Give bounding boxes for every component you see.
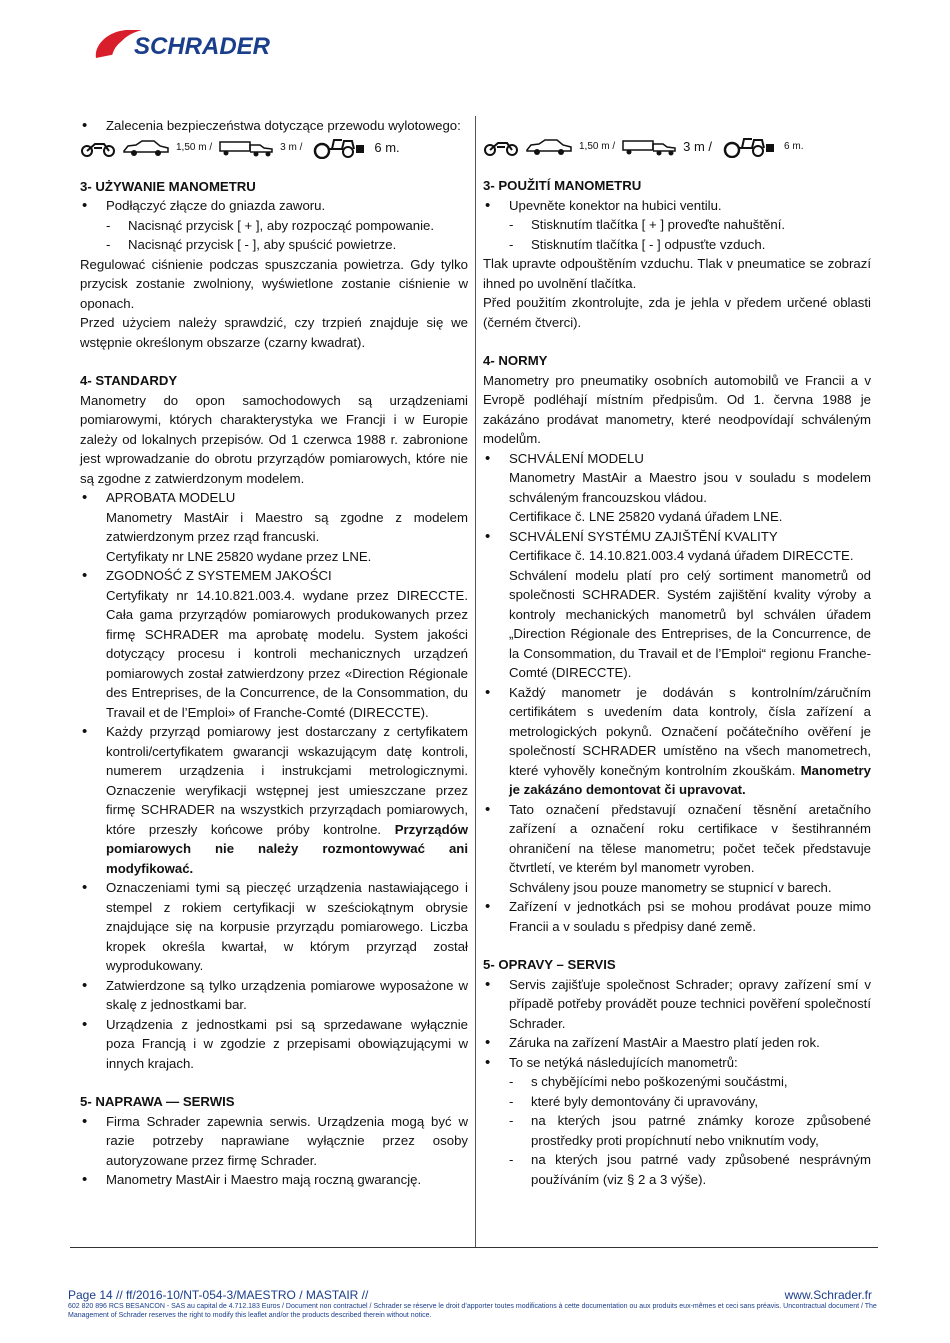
polish-column	[80, 116, 468, 1190]
vehicle-distance-row	[483, 136, 871, 158]
motorcycle-icon	[80, 139, 116, 157]
dash-item: - s chybějícími nebo poškozenými součástmi,	[483, 1072, 871, 1092]
section-4-title: 4- NORMY	[483, 353, 548, 368]
bold-warning: Przyrządów pomiarowych nie należy rozmontowywać ani modyfikować.	[106, 821, 468, 876]
list-item: • ZGODNOŚĆ Z SYSTEMEM JAKOŚCI	[80, 566, 468, 586]
paragraph: Schváleny jsou pouze manometry se stupnicí v barech.	[509, 879, 832, 895]
truck-trailer-icon	[621, 138, 677, 156]
bold-warning: Manometry je zakázáno demontovat či upravovat.	[509, 762, 871, 797]
paragraph: Certifikace č. LNE 25820 vydaná úřadem LNE.	[509, 509, 783, 524]
svg-text:SCHRADER: SCHRADER	[134, 33, 271, 60]
dash-item: - které byly demontovány či upravovány,	[483, 1092, 871, 1112]
czech-column	[483, 116, 871, 1189]
list-item: • APROBATA MODELU	[80, 488, 468, 508]
schrader-logo	[92, 24, 272, 64]
column-divider	[475, 116, 476, 1248]
tractor-icon	[308, 137, 368, 159]
paragraph: Manometry MastAir a Maestro jsou v souladu s modelem schváleným francouzskou vládou.	[509, 470, 871, 505]
distance-1: 1,50 m /	[579, 141, 616, 153]
section-5-title: 5- NAPRAWA — SERWIS	[80, 1094, 235, 1109]
safety-intro: • Zalecenia bezpieczeństwa dotyczące przewodu wylotowego:	[80, 116, 468, 136]
paragraph: Schválení modelu platí pro celý sortiment manometrů od společnosti SCHRADER. Systém zajištění kvality výroby a kontroly mechanických manometrů byl schválen úřadem „Direction Régionale des Entreprises, de la Concurrence, de la Consommation, du Travail et de l’Emploi“ regionu Franche-Comté (DIRECCTE).	[509, 567, 871, 680]
list-item	[483, 683, 871, 800]
paragraph: Tlak upravte odpouštěním vzduchu. Tlak v pneumatice se zobrazí ihned po uvolnění tlačítka.	[483, 256, 871, 291]
truck-trailer-icon	[218, 139, 274, 157]
bottom-rule	[70, 1247, 878, 1248]
dash-item: - na kterých jsou patrné vady způsobené nesprávným používáním (viz § 2 a 3 výše).	[483, 1150, 871, 1189]
paragraph: Przed użyciem należy sprawdzić, czy trzpień znajduje się we wstępnie określonym obszarze (czarny kwadrat).	[80, 315, 468, 350]
paragraph: Manometry MastAir i Maestro są zgodne z modelem zatwierdzonym przez rząd francuski.	[106, 509, 468, 544]
vehicle-distance-row	[80, 137, 468, 159]
dash-item: - Nacisnąć przycisk [ - ], aby spuścić powietrze.	[80, 235, 468, 255]
paragraph: Certyfikaty nr 14.10.821.003.4. wydane przez DIRECCTE. Cała gama przyrządów pomiarowych produkowanych przez firmę SCHRADER ma aprobatę modelu. System jakości dotyczący procesu i kontroli mechanicznych urządzeń pomiarowych został zatwierdzony przez «Direction Régionale des Entreprises, de la Concurrence, de la Consommation, du Travail et de l’Emploi» of Franche-Comté (DIRECCTE).	[106, 587, 468, 720]
distance-1: 1,50 m /	[176, 141, 213, 153]
list-item: • Tato označení představují označení těsnění aretačního zařízení a označení roku certifikace v šestihranném ohraničení na tělese manometru; počet teček představuje čtvrtletí, ve kterém byl manometr vyroben.	[483, 800, 871, 878]
list-item: • SCHVÁLENÍ MODELU	[483, 449, 871, 469]
list-item: • Záruka na zařízení MastAir a Maestro platí jeden rok.	[483, 1033, 871, 1053]
paragraph: Před použitím zkontrolujte, zda je jehla v předem určené oblasti (černém čtverci).	[483, 295, 871, 330]
dash-item: - na kterých jsou patrné známky koroze způsobené prostředky proti propíchnutí nebo vniknutím vody,	[483, 1111, 871, 1150]
paragraph: Regulować ciśnienie podczas spuszczania powietrza. Gdy tylko przycisk zostanie zwolniony, wyświetlone zostanie ciśnienie w oponach.	[80, 256, 468, 311]
section-5-title: 5- OPRAVY – SERVIS	[483, 957, 616, 972]
section-3-title: 3- POUŽITÍ MANOMETRU	[483, 178, 642, 193]
motorcycle-icon	[483, 138, 519, 156]
dash-item: - Stisknutím tlačítka [ + ] proveďte nahuštění.	[483, 215, 871, 235]
list-item: • To se netýká následujících manometrů:	[483, 1053, 871, 1073]
list-item: • Firma Schrader zapewnia serwis. Urządzenia mogą być w razie potrzeby naprawiane wyłącznie przez osoby autoryzowane przez firmę Schrader.	[80, 1112, 468, 1171]
distance-3: 6 m.	[784, 141, 804, 153]
distance-3: 6 m.	[374, 139, 400, 155]
list-item: • Upevněte konektor na hubici ventilu.	[483, 196, 871, 216]
tractor-icon	[718, 136, 778, 158]
list-item: • Podłączyć złącze do gniazda zaworu.	[80, 196, 468, 216]
section-3-title: 3- UŻYWANIE MANOMETRU	[80, 178, 256, 194]
paragraph: Certyfikaty nr LNE 25820 wydane przez LNE.	[106, 548, 372, 564]
dash-item: - Nacisnąć przycisk [ + ], aby rozpocząć pompowanie.	[80, 216, 468, 236]
distance-2: 3 m /	[280, 141, 303, 153]
car-icon	[122, 139, 170, 157]
paragraph: Certifikace č. 14.10.821.003.4 vydaná úřadem DIRECCTE.	[509, 548, 854, 563]
website-link[interactable]: www.Schrader.fr	[784, 1288, 872, 1302]
list-item: • SCHVÁLENÍ SYSTÉMU ZAJIŠTĚNÍ KVALITY	[483, 527, 871, 547]
list-item: • Manometry MastAir i Maestro mają roczną gwarancję.	[80, 1170, 468, 1190]
legal-notice: 602 820 896 RCS BESANCON - SAS au capital de 4.712.183 Euros / Document non contractuel / Schrader se réserve le droit d’apporter toutes modifications à cette documentation ou aux produits eux-mêmes et ceci sans préavis. Uncontractual document / The Management of Schrader reserves the right to modify this leaflet and/or the products described therein without notice.	[68, 1303, 877, 1319]
dash-item: - Stisknutím tlačítka [ - ] odpusťte vzduch.	[483, 235, 871, 255]
section-4-title: 4- STANDARDY	[80, 373, 178, 388]
list-item: • Zatwierdzone są tylko urządzenia pomiarowe wyposażone w skalę z jednostkami bar.	[80, 976, 468, 1015]
text: Każdy przyrząd pomiarowy jest dostarczany z certyfikatem kontroli/certyfikatem gwarancji wskazującym datę kontroli, numerem urządzenia i instrukcjami metrologicznymi. Oznaczenie weryfikacji wstępnej jest umieszczane przez firmę SCHRADER na wszystkich przyrządach pomiarowych, które przeszły końcowe próby kontrolne.	[106, 724, 468, 837]
list-item: • Zařízení v jednotkách psi se mohou prodávat pouze mimo Francii a v souladu s předpisy dané země.	[483, 897, 871, 936]
car-icon	[525, 138, 573, 156]
text: Každý manometr je dodáván s kontrolním/záručním certifikátem s uvedením data kontroly, čísla zařízení a metrologických pokynů. Označení počátečního ověření je společností SCHRADER umístěno na všech manometrech, které vyhověly konečným kontrolním zkouškám.	[509, 684, 871, 778]
paragraph: Manometry pro pneumatiky osobních automobilů ve Francii a v Evropě podléhají místním předpisům. Od 1. června 1988 je zakázáno prodávat manometry, které neodpovídají schváleným modelům.	[483, 372, 871, 446]
page-info: Page 14 // ff/2016-10/NT-054-3/MAESTRO / MASTAIR //	[68, 1288, 369, 1302]
list-item: • Oznaczeniami tymi są pieczęć urządzenia nastawiającego i stempel z rokiem certyfikacji w sześciokątnym obrysie znajdujące się na korpusie przyrządu pomiarowego. Liczba kropek określa kwartał, w którym przyrząd został wyprodukowany.	[80, 878, 468, 976]
distance-2: 3 m /	[683, 139, 713, 155]
list-item: • Servis zajišťuje společnost Schrader; opravy zařízení smí v případě potřeby provádět pouze technici pověření společností Schrader.	[483, 975, 871, 1034]
list-item	[80, 722, 468, 878]
list-item: • Urządzenia z jednostkami psi są sprzedawane wyłącznie poza Francją i w zgodzie z przepisami obowiązującymi w innych krajach.	[80, 1015, 468, 1074]
paragraph: Manometry do opon samochodowych są urządzeniami pomiarowymi, których charakterystyka we Francji i w Europie zależy od lokalnych przepisów. Od 1 czerwca 1988 r. zabronione jest wprowadzanie do obrotu przyrządów pomiarowych, które nie są zgodne z zatwierdzonym modelem.	[80, 392, 468, 486]
